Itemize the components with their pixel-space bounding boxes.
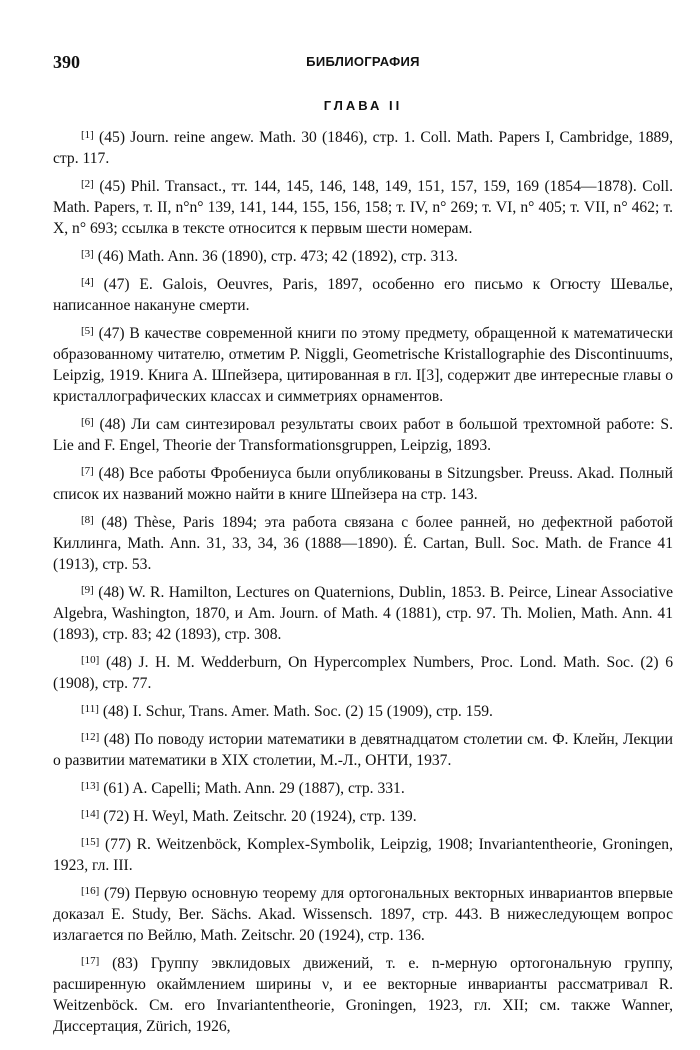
reference-number: [1] — [81, 129, 94, 141]
reference-entry — [53, 804, 673, 827]
reference-text: (48) Ли сам синтезировал результаты своих работ в большой трехтомной работе: S. Lie and F. Engel, Theorie der Transformationsgruppen, Leipzig, 1893. — [53, 416, 673, 454]
reference-text: (72) H. Weyl, Math. Zeitschr. 20 (1924), стр. 139. — [103, 808, 417, 825]
reference-entry — [53, 650, 673, 694]
page-number: 390 — [53, 52, 80, 72]
reference-number: [13] — [81, 780, 100, 792]
chapter-title: ГЛАВА II — [323, 98, 403, 113]
reference-number: [8] — [81, 514, 94, 526]
reference-entry — [53, 125, 673, 169]
reference-text: (79) Первую основную теорему для ортогональных векторных инвариантов впервые доказал E. Study, Ber. Sächs. Akad. Wissensch. 1897, стр. 443. В нижеследующем вопрос излагается по Вейлю, Math. Zeitschr. 20 (1924), стр. 136. — [53, 885, 673, 944]
reference-number: [7] — [81, 465, 94, 477]
reference-text: (48) I. Schur, Trans. Amer. Math. Soc. (2) 15 (1909), стр. 159. — [102, 703, 493, 720]
reference-number: [6] — [81, 416, 94, 428]
reference-entry — [53, 321, 673, 407]
reference-text: (48) W. R. Hamilton, Lectures on Quaternions, Dublin, 1853. B. Peirce, Linear Associative Algebra, Washington, 1870, и Am. Journ. of Math. 4 (1881), стр. 97. Th. Molien, Math. Ann. 41 (1893), стр. 83; 42 (1893), стр. 308. — [53, 584, 673, 643]
reference-text: (83) Группу эвклидовых движений, т. е. n-мерную ортогональную группу, расширенную окаймлением ширины ν, и ее векторные инварианты рассматривал R. Weitzenböck. См. его Invariantentheorie, Groningen, 1923, гл. XII; см. также Wanner, Диссертация, Zürich, 1926, — [53, 955, 673, 1035]
reference-number: [12] — [81, 731, 100, 743]
reference-entry — [53, 881, 673, 946]
reference-number: [3] — [81, 248, 94, 260]
reference-text: (45) Phil. Transact., тт. 144, 145, 146, 148, 149, 151, 157, 159, 169 (1854—1878). Coll. Math. Papers, т. II, n°n° 139, 141, 144, 155, 156, 158; т. IV, n° 269; т. VI, n° 405; т. VII, n° 462; т. X, n° 693; ссылка в тексте относится к первым шести номерам. — [53, 178, 673, 237]
reference-entry — [53, 580, 673, 645]
reference-text: (61) A. Capelli; Math. Ann. 29 (1887), стр. 331. — [103, 780, 405, 797]
reference-number: [5] — [81, 325, 94, 337]
reference-number: [11] — [81, 703, 99, 715]
reference-text: (45) Journ. reine angew. Math. 30 (1846), стр. 1. Coll. Math. Papers I, Cambridge, 1889, стр. 117. — [53, 129, 673, 167]
reference-entry — [53, 461, 673, 505]
page-header — [53, 52, 673, 78]
reference-entry — [53, 727, 673, 771]
reference-number: [4] — [81, 276, 94, 288]
reference-entry — [53, 832, 673, 876]
reference-text: (48) J. H. M. Wedderburn, On Hypercomplex Numbers, Proc. Lond. Math. Soc. (2) 6 (1908), стр. 77. — [53, 654, 674, 692]
reference-number: [17] — [81, 955, 100, 967]
reference-number: [2] — [81, 178, 94, 190]
reference-entry — [53, 510, 673, 575]
reference-text: (46) Math. Ann. 36 (1890), стр. 473; 42 (1892), стр. 313. — [97, 248, 458, 265]
reference-number: [10] — [81, 654, 100, 666]
reference-number: [9] — [81, 584, 94, 596]
reference-entry — [53, 951, 673, 1037]
reference-number: [16] — [81, 885, 100, 897]
reference-text: (48) Все работы Фробениуса были опубликованы в Sitzungsber. Preuss. Akad. Полный список их названий можно найти в книге Шпейзера на стр. 143. — [53, 465, 673, 503]
running-title: БИБЛИОГРАФИЯ — [306, 54, 420, 69]
reference-text: (47) E. Galois, Oeuvres, Paris, 1897, особенно его письмо к Огюсту Шевалье, написанное накануне смерти. — [53, 276, 673, 314]
reference-entry — [53, 174, 673, 239]
reference-entry — [53, 776, 673, 799]
reference-list — [53, 125, 673, 1037]
reference-text: (47) В качестве современной книги по этому предмету, обращенной к математически образованному читателю, отметим P. Niggli, Geometrische Kristallographie des Discontinuums, Leipzig, 1919. Книга А. Шпейзера, цитированная в гл. I[3], содержит две интересные главы о кристаллографических классах и симметриях орнаментов. — [53, 325, 673, 405]
reference-text: (48) По поводу истории математики в девятнадцатом столетии см. Ф. Клейн, Лекции о развитии математики в XIX столетии, М.-Л., ОНТИ, 1937. — [53, 731, 674, 769]
book-page — [53, 52, 673, 1042]
reference-entry — [53, 699, 673, 722]
reference-number: [15] — [81, 836, 100, 848]
reference-entry — [53, 244, 673, 267]
reference-number: [14] — [81, 808, 100, 820]
reference-entry — [53, 272, 673, 316]
reference-entry — [53, 412, 673, 456]
reference-text: (77) R. Weitzenböck, Komplex-Symbolik, Leipzig, 1908; Invariantentheorie, Groningen, 1923, гл. III. — [53, 836, 673, 874]
reference-text: (48) Thèse, Paris 1894; эта работа связана с более ранней, но дефектной работой Киллинга, Math. Ann. 31, 33, 34, 36 (1888—1890). É. Cartan, Bull. Soc. Math. de France 41 (1913), стр. 53. — [53, 514, 673, 573]
